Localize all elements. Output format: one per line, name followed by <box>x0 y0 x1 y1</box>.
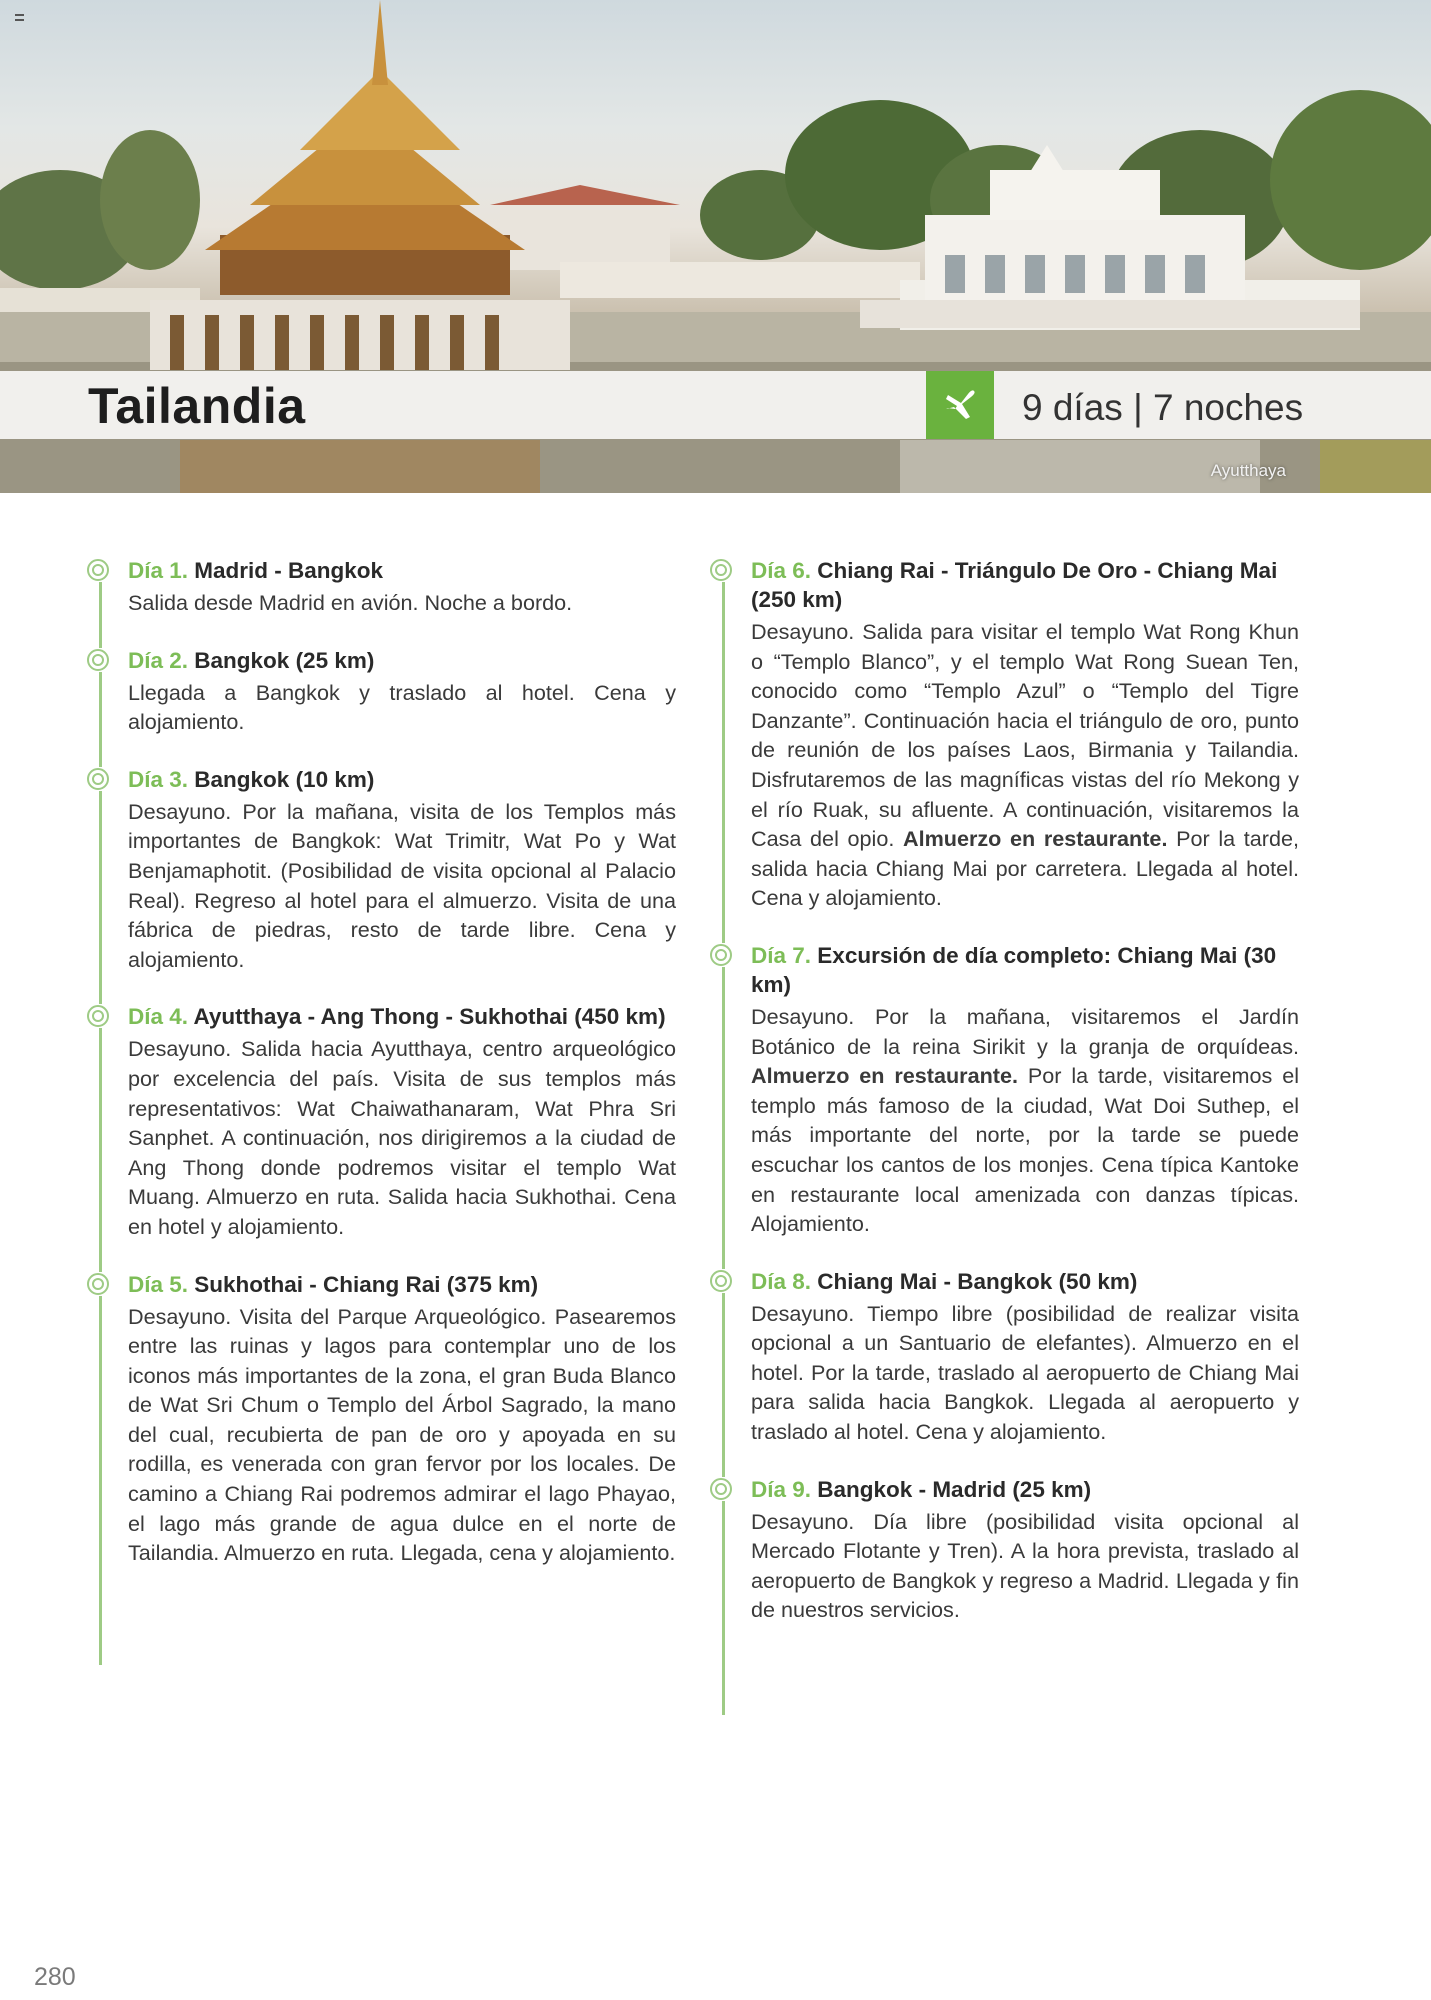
timeline-marker-icon <box>86 1272 110 1296</box>
day-description: Desayuno. Salida para visitar el templo Wat Rong Khun o “Templo Blanco”, y el templo Wat Rong Suean Ten, conocido como “Templo Azul” o “Templo del Tigre Danzante”. Continuación hacia el triángulo de oro, punto de reunión de los países Laos, Birmania y Tailandia. Disfrutaremos de las magníficas vistas del río Mekong y el río Ruak, su afluente. A continuación, visitaremos la Casa del opio. Almuerzo en restaurante. Por la tarde, salida hacia Chiang Mai por carretera. Llegada al hotel. Cena y alojamiento. <box>751 619 1299 911</box>
day-description: Desayuno. Tiempo libre (posibilidad de realizar visita opcional a un Santuario de elefantes). Almuerzo en el hotel. Por la tarde, traslado al aeropuerto de Chiang Mai para salida hacia Bangkok. Llegada al aeropuerto y traslado al hotel. Cena y alojamiento. <box>751 1300 1299 1445</box>
day-item <box>86 1270 676 1568</box>
day-heading: Día 4. Ayutthaya - Ang Thong - Sukhothai (450 km) <box>128 1004 666 1030</box>
trip-duration: 9 días | 7 noches <box>1022 387 1304 428</box>
day-heading: Día 2. Bangkok (25 km) <box>128 647 375 673</box>
day-heading: Día 9. Bangkok - Madrid (25 km) <box>751 1476 1092 1502</box>
day-item <box>709 1267 1299 1447</box>
day-heading: Día 5. Sukhothai - Chiang Rai (375 km) <box>128 1271 539 1297</box>
day-item <box>709 941 1299 1239</box>
timeline-marker-icon <box>709 1269 733 1293</box>
timeline-marker-icon <box>709 1477 733 1501</box>
timeline-marker-icon <box>86 767 110 791</box>
day-heading: Día 8. Chiang Mai - Bangkok (50 km) <box>751 1268 1138 1294</box>
day-description: Desayuno. Por la mañana, visitaremos el Jardín Botánico de la reina Sirikit y la granja de orquídeas. Almuerzo en restaurante. Por la tarde, visitaremos el templo más famoso de la ciudad, Wat Doi Suthep, el más importante del norte, por la tarde se puede escuchar los cantos de los monjes. Cena típica Kantoke en restaurante local amenizada con danzas típicas. Alojamiento. <box>751 1003 1300 1237</box>
day-heading: Día 1. Madrid - Bangkok <box>128 558 384 583</box>
timeline-marker-icon <box>709 943 733 967</box>
day-heading: Día 6. Chiang Rai - Triángulo De Oro - Chiang Mai (250 km) <box>751 558 1278 612</box>
timeline-marker-icon <box>86 1004 110 1028</box>
day-item <box>86 646 676 737</box>
day-description: Desayuno. Por la mañana, visita de los Templos más importantes de Bangkok: Wat Trimitr, Wat Po y Wat Benjamaphotit. (Posibilidad de visita opcional al Palacio Real). Regreso al hotel para el almuerzo. Visita de una fábrica de piedras, resto de tarde libre. Cena y alojamiento. <box>128 798 676 972</box>
photo-caption: Ayutthaya <box>1210 461 1286 480</box>
timeline-marker-icon <box>86 558 110 582</box>
day-item <box>86 1002 676 1241</box>
timeline-marker-icon <box>709 558 733 582</box>
day-heading: Día 7. Excursión de día completo: Chiang Mai (30 km) <box>751 942 1277 997</box>
day-heading: Día 3. Bangkok (10 km) <box>128 766 375 792</box>
day-item <box>709 556 1299 913</box>
itinerary-column-right <box>709 556 1299 1653</box>
plane-icon <box>926 371 994 439</box>
page-number: 280 <box>34 1963 76 1991</box>
menu-icon[interactable] <box>15 14 24 21</box>
day-item <box>86 556 676 618</box>
page-title: Tailandia <box>88 378 306 434</box>
day-description: Llegada a Bangkok y traslado al hotel. Cena y alojamiento. <box>128 679 676 735</box>
day-description: Desayuno. Salida hacia Ayutthaya, centro arqueológico por excelencia del país. Visita de sus templos más representativos: Wat Chaiwathanaram, Wat Phra Sri Sanphet. A continuación, nos dirigiremos a la ciudad de Ang Thong donde podremos visitar el templo Wat Muang. Almuerzo en ruta. Salida hacia Sukhothai. Cena en hotel y alojamiento. <box>128 1036 676 1239</box>
itinerary-column-left <box>86 556 676 1596</box>
timeline-marker-icon <box>86 648 110 672</box>
day-item <box>86 765 676 975</box>
day-item <box>709 1475 1299 1625</box>
day-description: Desayuno. Día libre (posibilidad visita opcional al Mercado Flotante y Tren). A la hora prevista, traslado al aeropuerto de Bangkok y regreso a Madrid. Llegada y fin de nuestros servicios. <box>751 1508 1299 1623</box>
day-description: Salida desde Madrid en avión. Noche a bordo. <box>128 590 573 615</box>
day-description: Desayuno. Visita del Parque Arqueológico. Pasearemos entre las ruinas y lagos para contemplar uno de los iconos más importantes de la zona, el gran Buda Blanco de Wat Sri Chum o Templo del Árbol Sagrado, la mano del cual, recubierta de pan de oro y apoyada en su rodilla, es venerada con gran fervor por los locales. De camino a Chiang Rai podremos admirar el lago Phayao, el lago más grande de agua dulce en el norte de Tailandia. Almuerzo en ruta. Llegada, cena y alojamiento. <box>128 1303 676 1566</box>
